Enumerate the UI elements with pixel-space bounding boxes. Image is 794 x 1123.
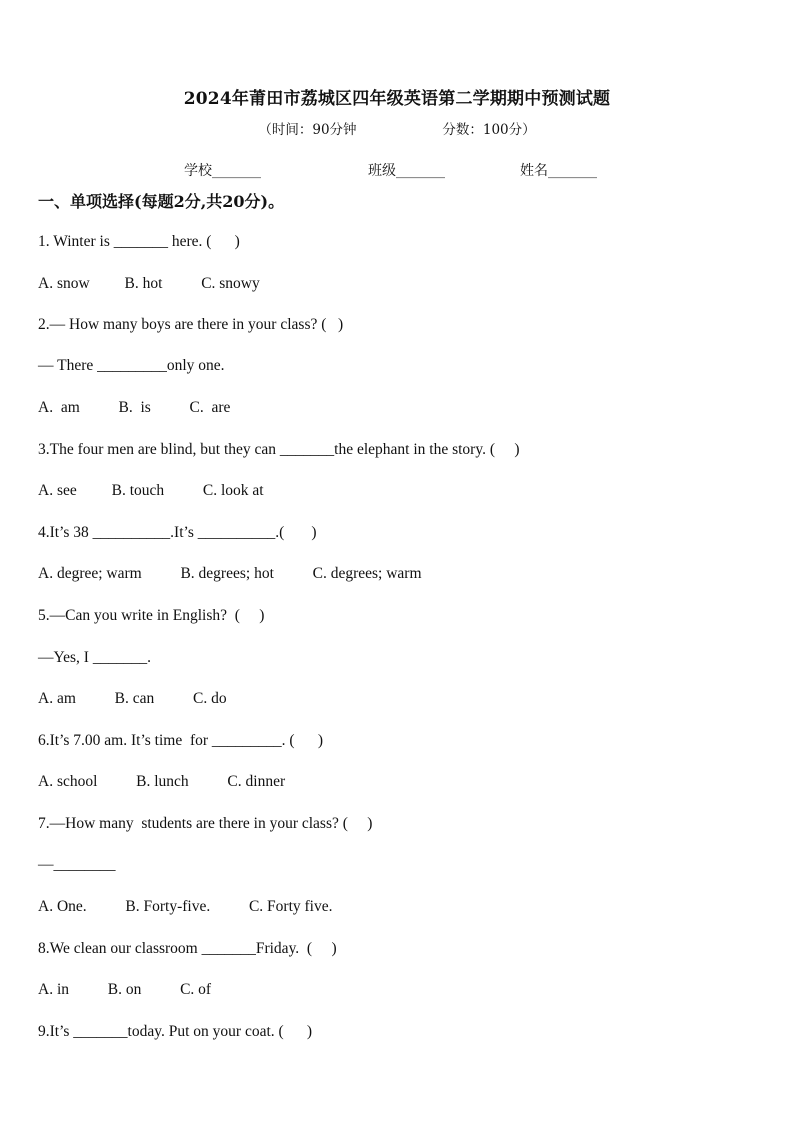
name-field: 姓名_______: [520, 163, 597, 179]
question-2-answer-line: — There _________only one.: [38, 357, 225, 374]
section-title: 一、单项选择(每题2分,共20分)。: [38, 192, 285, 211]
school-field: 学校_______: [184, 163, 261, 179]
question-7-stem: 7.—How many students are there in your class? ( ): [38, 815, 373, 832]
question-5-options: A. am B. can C. do: [38, 690, 227, 707]
question-7-options: A. One. B. Forty-five. C. Forty five.: [38, 898, 333, 915]
question-6-stem: 6.It’s 7.00 am. It’s time for _________. ( ): [38, 732, 323, 749]
question-3-stem: 3.The four men are blind, but they can _______the elephant in the story. ( ): [38, 441, 520, 458]
question-5-answer-line: —Yes, I _______.: [38, 649, 151, 666]
exam-title: 2024年莆田市荔城区四年级英语第二学期期中预测试题: [183, 89, 611, 109]
question-1-options: A. snow B. hot C. snowy: [38, 275, 260, 292]
question-6-options: A. school B. lunch C. dinner: [38, 773, 286, 790]
question-2-stem: 2.— How many boys are there in your class? ( ): [38, 316, 344, 333]
question-3-options: A. see B. touch C. look at: [38, 482, 264, 499]
exam-subtitle: （时间：90分钟 分数：100分）: [258, 122, 536, 138]
question-5-stem: 5.—Can you write in English? ( ): [38, 607, 265, 624]
class-field: 班级_______: [368, 163, 445, 179]
question-9-stem: 9.It’s _______today. Put on your coat. ( ): [38, 1023, 313, 1040]
question-2-options: A. am B. is C. are: [38, 399, 231, 416]
question-1-stem: 1. Winter is _______ here. ( ): [38, 233, 240, 250]
question-4-stem: 4.It’s 38 __________.It’s __________.( ): [38, 524, 317, 541]
question-8-stem: 8.We clean our classroom _______Friday. ( ): [38, 940, 337, 957]
question-7-answer-line: —________: [38, 856, 116, 873]
question-4-options: A. degree; warm B. degrees; hot C. degrees; warm: [38, 565, 422, 582]
question-8-options: A. in B. on C. of: [38, 981, 212, 998]
student-info-row: [0, 160, 794, 180]
